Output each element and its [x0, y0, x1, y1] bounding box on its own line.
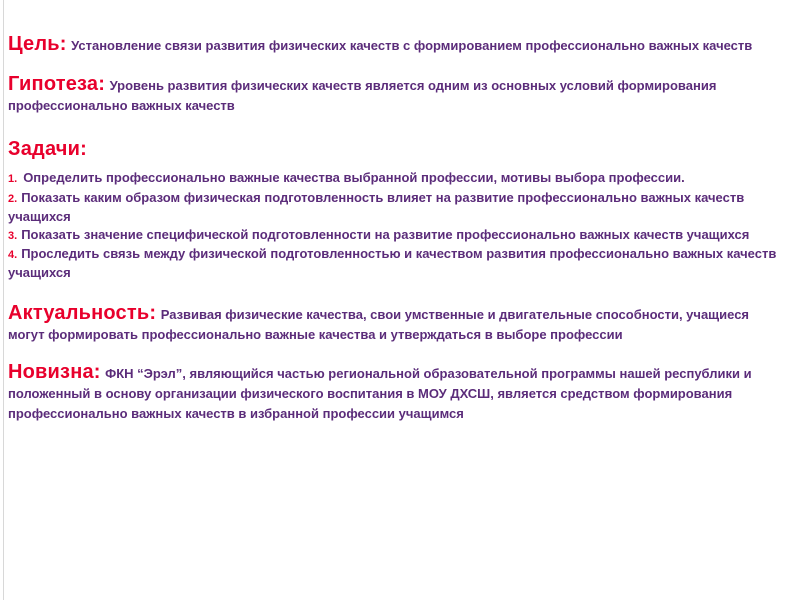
relevance-section [8, 303, 778, 345]
hypothesis-text: Уровень развития физических качеств является одним из основных условий формирования профессионально важных качеств [8, 78, 717, 113]
task-text: Показать каким образом физическая подготовленность влияет на развитие профессионально важных качеств учащихся [8, 190, 745, 224]
hypothesis-section [8, 74, 778, 116]
goal-heading: Цель: [8, 33, 67, 55]
task-number: 4. [8, 249, 18, 261]
goal-section [8, 34, 778, 56]
novelty-text: ФКН “Эрэл”, являющийся частью региональной образовательной программы нашей республики и положенный в основу организации физического воспитания в МОУ ДХСШ, является средством формирования профессионально важных качеств в избранной профессии учащимся [8, 366, 752, 421]
relevance-text: Развивая физические качества, свои умственные и двигательные способности, учащиеся могут формировать профессионально важные качества и утверждаться в выборе профессии [8, 307, 750, 342]
task-item [8, 189, 778, 226]
hypothesis-heading: Гипотеза: [8, 73, 106, 95]
task-item [8, 245, 778, 282]
slide-content [8, 34, 778, 424]
novelty-section [8, 362, 778, 424]
goal-text: Установление связи развития физических качеств с формированием профессионально важных качеств [71, 38, 753, 53]
task-text: Определить профессионально важные качества выбранной профессии, мотивы выбора профессии. [23, 170, 685, 185]
tasks-section [8, 135, 778, 282]
task-text: Показать значение специфической подготовленности на развитие профессионально важных качеств учащихся [21, 227, 750, 242]
task-text: Проследить связь между физической подготовленностью и качеством развития профессионально важных качеств учащихся [8, 246, 777, 280]
task-item [8, 226, 778, 245]
task-item [8, 169, 778, 188]
task-number: 3. [8, 230, 18, 242]
tasks-heading: Задачи: [8, 138, 87, 160]
task-number: 2. [8, 193, 18, 205]
task-number: 1. [8, 173, 18, 185]
relevance-heading: Актуальность: [8, 302, 157, 324]
slide-left-border [3, 0, 4, 600]
tasks-list [8, 169, 778, 282]
novelty-heading: Новизна: [8, 361, 101, 383]
